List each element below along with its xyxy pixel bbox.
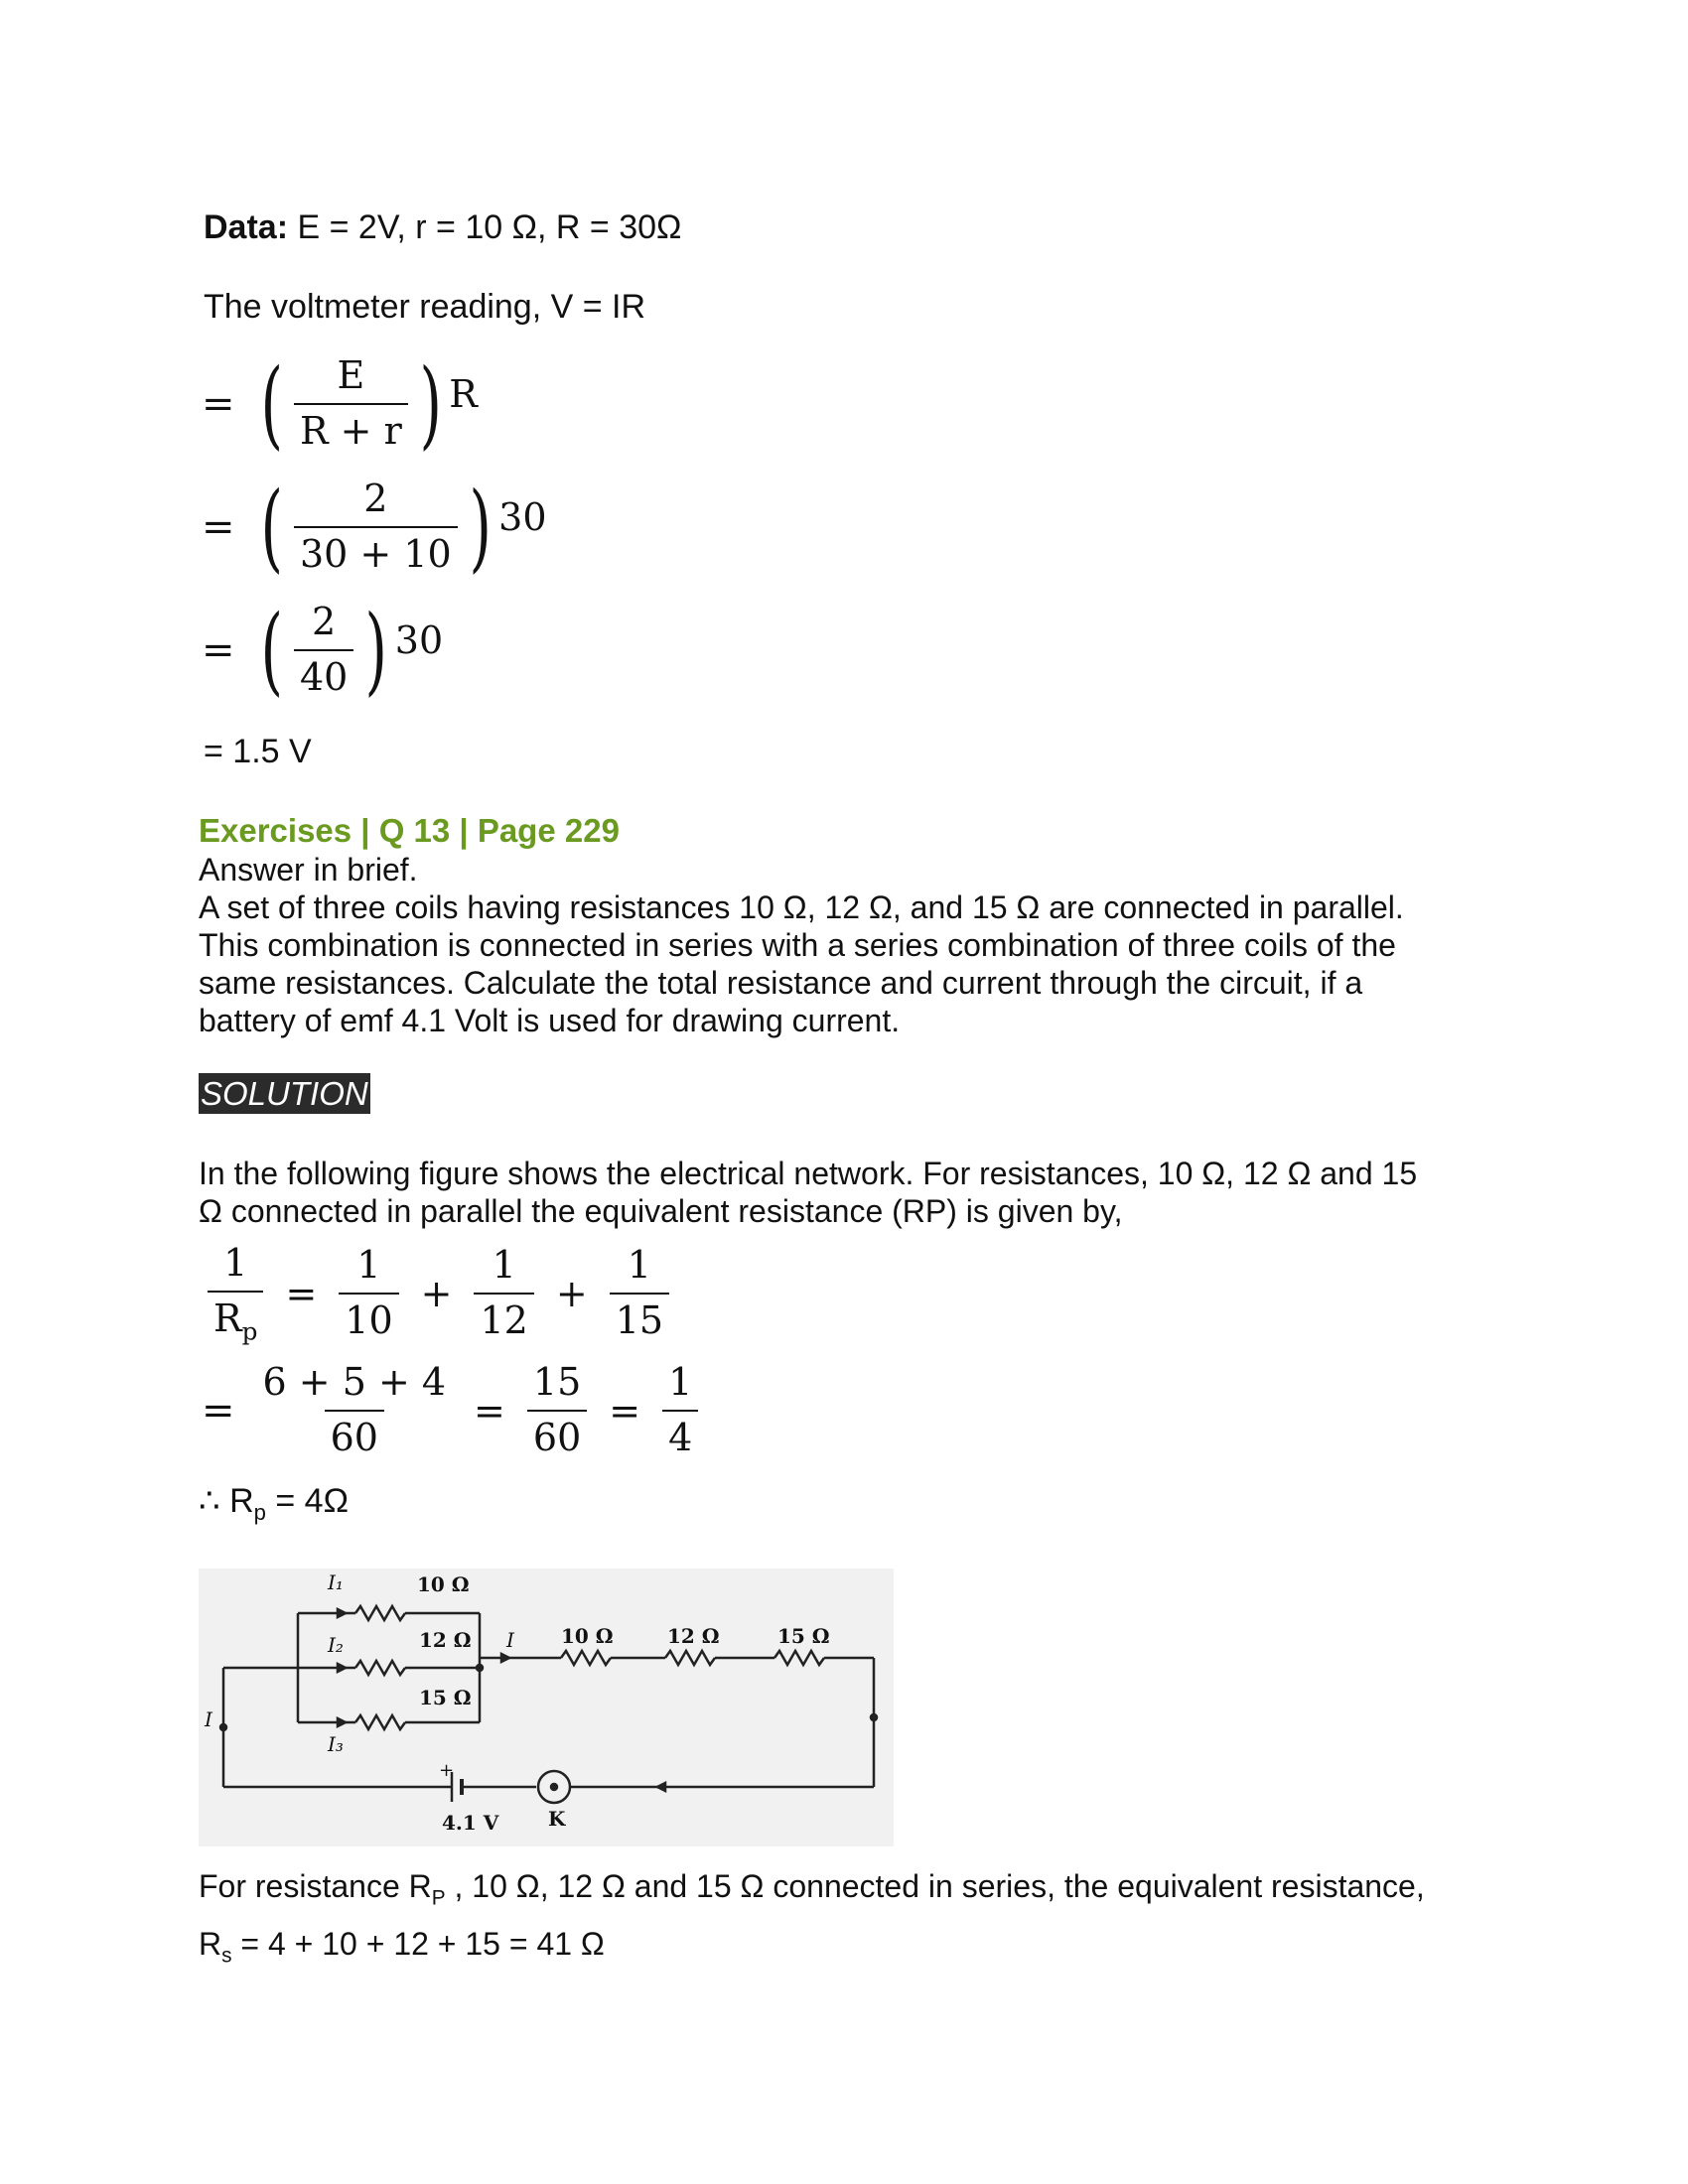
right-paren: ) <box>469 471 492 583</box>
left-paren: ( <box>260 594 283 706</box>
right-paren: ) <box>419 347 442 460</box>
parallel-equation <box>204 1243 673 1345</box>
current-arrow <box>338 1664 346 1672</box>
numerator: 1 <box>627 1243 651 1288</box>
label-i-mid: I <box>506 1628 514 1652</box>
denominator: 12 <box>474 1293 533 1342</box>
current-arrow <box>338 1609 346 1617</box>
resistor-ser-12 <box>665 1651 715 1665</box>
current-arrow <box>501 1654 509 1662</box>
voltage-step-2 <box>202 471 547 583</box>
solution-line: Ω connected in parallel the equivalent resistance (RP) is given by, <box>199 1193 1123 1229</box>
resistor-par-10 <box>355 1606 405 1620</box>
circuit-svg <box>199 1569 894 1846</box>
label-battery-plus: + <box>439 1760 455 1781</box>
label-r-ser-12: 12 Ω <box>667 1624 720 1648</box>
numerator: 2 <box>312 600 337 643</box>
numerator: 2 <box>363 477 388 520</box>
sum-fraction <box>527 1362 587 1459</box>
data-label: Data: <box>204 208 289 246</box>
label-r-ser-10: 10 Ω <box>561 1624 614 1648</box>
solution-label-wrap <box>199 1075 370 1113</box>
denominator: R + r <box>294 403 408 453</box>
label-r-par-12: 12 Ω <box>419 1628 472 1652</box>
subscript-p: p <box>241 1316 258 1346</box>
voltmeter-line: The voltmeter reading, V = IR <box>204 288 646 326</box>
numerator: 6 + 5 + 4 <box>262 1360 447 1404</box>
solution-intro <box>199 1155 1509 1230</box>
series-rest: , 10 Ω, 12 Ω and 15 Ω connected in series, the equivalent resistance, <box>445 1868 1425 1904</box>
sum-fraction <box>257 1362 453 1459</box>
equals-sign: = <box>609 1388 641 1433</box>
rs-rest: = 4 + 10 + 12 + 15 = 41 Ω <box>231 1926 605 1962</box>
question-line: battery of emf 4.1 Volt is used for drawing current. <box>199 1003 901 1038</box>
denominator <box>208 1291 263 1345</box>
r-symbol: R <box>213 1296 242 1340</box>
question-block <box>199 851 1509 1039</box>
series-subscript: P <box>431 1886 446 1910</box>
fraction <box>294 602 353 699</box>
rp-value: = 4Ω <box>265 1482 350 1520</box>
label-i2: I₂ <box>328 1633 344 1657</box>
numerator: E <box>337 353 365 397</box>
label-i: I <box>205 1707 212 1731</box>
lhs-fraction <box>208 1243 263 1345</box>
circuit-diagram <box>199 1569 894 1846</box>
key-dot <box>551 1784 557 1790</box>
left-paren: ( <box>260 347 283 460</box>
numerator: 1 <box>492 1243 516 1288</box>
resistor-par-15 <box>355 1715 405 1729</box>
label-battery: 4.1 V <box>442 1811 499 1835</box>
label-r-par-15: 15 Ω <box>419 1686 472 1709</box>
junction-dot <box>220 1724 226 1730</box>
denominator: 40 <box>294 649 353 699</box>
multiplier: R <box>449 371 478 416</box>
question-line: A set of three coils having resistances 10 Ω, 12 Ω, and 15 Ω are connected in parallel. <box>199 889 1404 925</box>
rs-subscript: s <box>221 1944 232 1968</box>
current-arrow <box>338 1718 346 1726</box>
voltage-result: = 1.5 V <box>204 733 312 770</box>
rp-prefix: ∴ R <box>199 1482 254 1520</box>
denominator: 10 <box>339 1293 398 1342</box>
numerator: 1 <box>356 1243 381 1288</box>
numerator: 15 <box>532 1360 582 1404</box>
right-paren: ) <box>364 594 388 706</box>
equals-sign: = <box>202 380 235 427</box>
denominator: 15 <box>610 1293 669 1342</box>
label-i1: I₁ <box>328 1570 344 1594</box>
label-r-par-10: 10 Ω <box>417 1572 470 1596</box>
equals-sign: = <box>474 1388 505 1433</box>
denominator: 60 <box>325 1410 384 1459</box>
instruction-text: Answer in brief. <box>199 852 418 887</box>
rp-subscript: p <box>253 1499 266 1525</box>
solution-line: In the following figure shows the electrical network. For resistances, 10 Ω, 12 Ω and 15 <box>199 1156 1418 1191</box>
equals-sign: = <box>202 1387 235 1433</box>
rp-result <box>199 1481 349 1526</box>
equals-sign: = <box>202 626 235 673</box>
multiplier: 30 <box>394 617 444 662</box>
rs-line <box>199 1926 605 1968</box>
series-line <box>199 1868 1425 1910</box>
data-values: E = 2V, r = 10 Ω, R = 30Ω <box>297 208 682 246</box>
denominator: 60 <box>527 1410 587 1459</box>
equals-sign: = <box>202 503 235 550</box>
numerator: 1 <box>223 1241 248 1285</box>
denominator: 4 <box>662 1410 698 1459</box>
rs-prefix: R <box>199 1926 222 1962</box>
current-arrow <box>657 1783 665 1791</box>
multiplier: 30 <box>498 494 547 539</box>
voltage-step-3 <box>202 594 444 706</box>
solution-label: SOLUTION <box>201 1075 368 1112</box>
parallel-sum <box>202 1362 702 1459</box>
denominator: 30 + 10 <box>294 526 458 576</box>
label-key: K <box>548 1807 566 1831</box>
resistor-ser-10 <box>561 1651 611 1665</box>
question-line: This combination is connected in series with a series combination of three coils of the <box>199 927 1396 963</box>
sum-fraction <box>662 1362 698 1459</box>
label-i3: I₃ <box>328 1732 344 1756</box>
label-r-ser-15: 15 Ω <box>777 1624 830 1648</box>
fraction <box>294 355 408 453</box>
fraction <box>294 478 458 576</box>
term-fraction <box>610 1245 669 1342</box>
plus-sign: + <box>555 1272 588 1316</box>
junction-dot <box>477 1665 483 1671</box>
plus-sign: + <box>420 1272 453 1316</box>
resistor-ser-15 <box>774 1651 824 1665</box>
equals-sign: = <box>285 1272 318 1316</box>
data-line <box>204 208 681 247</box>
junction-dot <box>871 1714 877 1720</box>
exercise-heading: Exercises | Q 13 | Page 229 <box>199 812 620 849</box>
numerator: 1 <box>668 1360 693 1404</box>
voltage-step-1 <box>202 347 478 460</box>
series-prefix: For resistance R <box>199 1868 432 1904</box>
resistor-par-12 <box>355 1661 405 1675</box>
question-line: same resistances. Calculate the total resistance and current through the circuit, if a <box>199 965 1363 1001</box>
left-paren: ( <box>260 471 283 583</box>
term-fraction <box>474 1245 533 1342</box>
term-fraction <box>339 1245 398 1342</box>
